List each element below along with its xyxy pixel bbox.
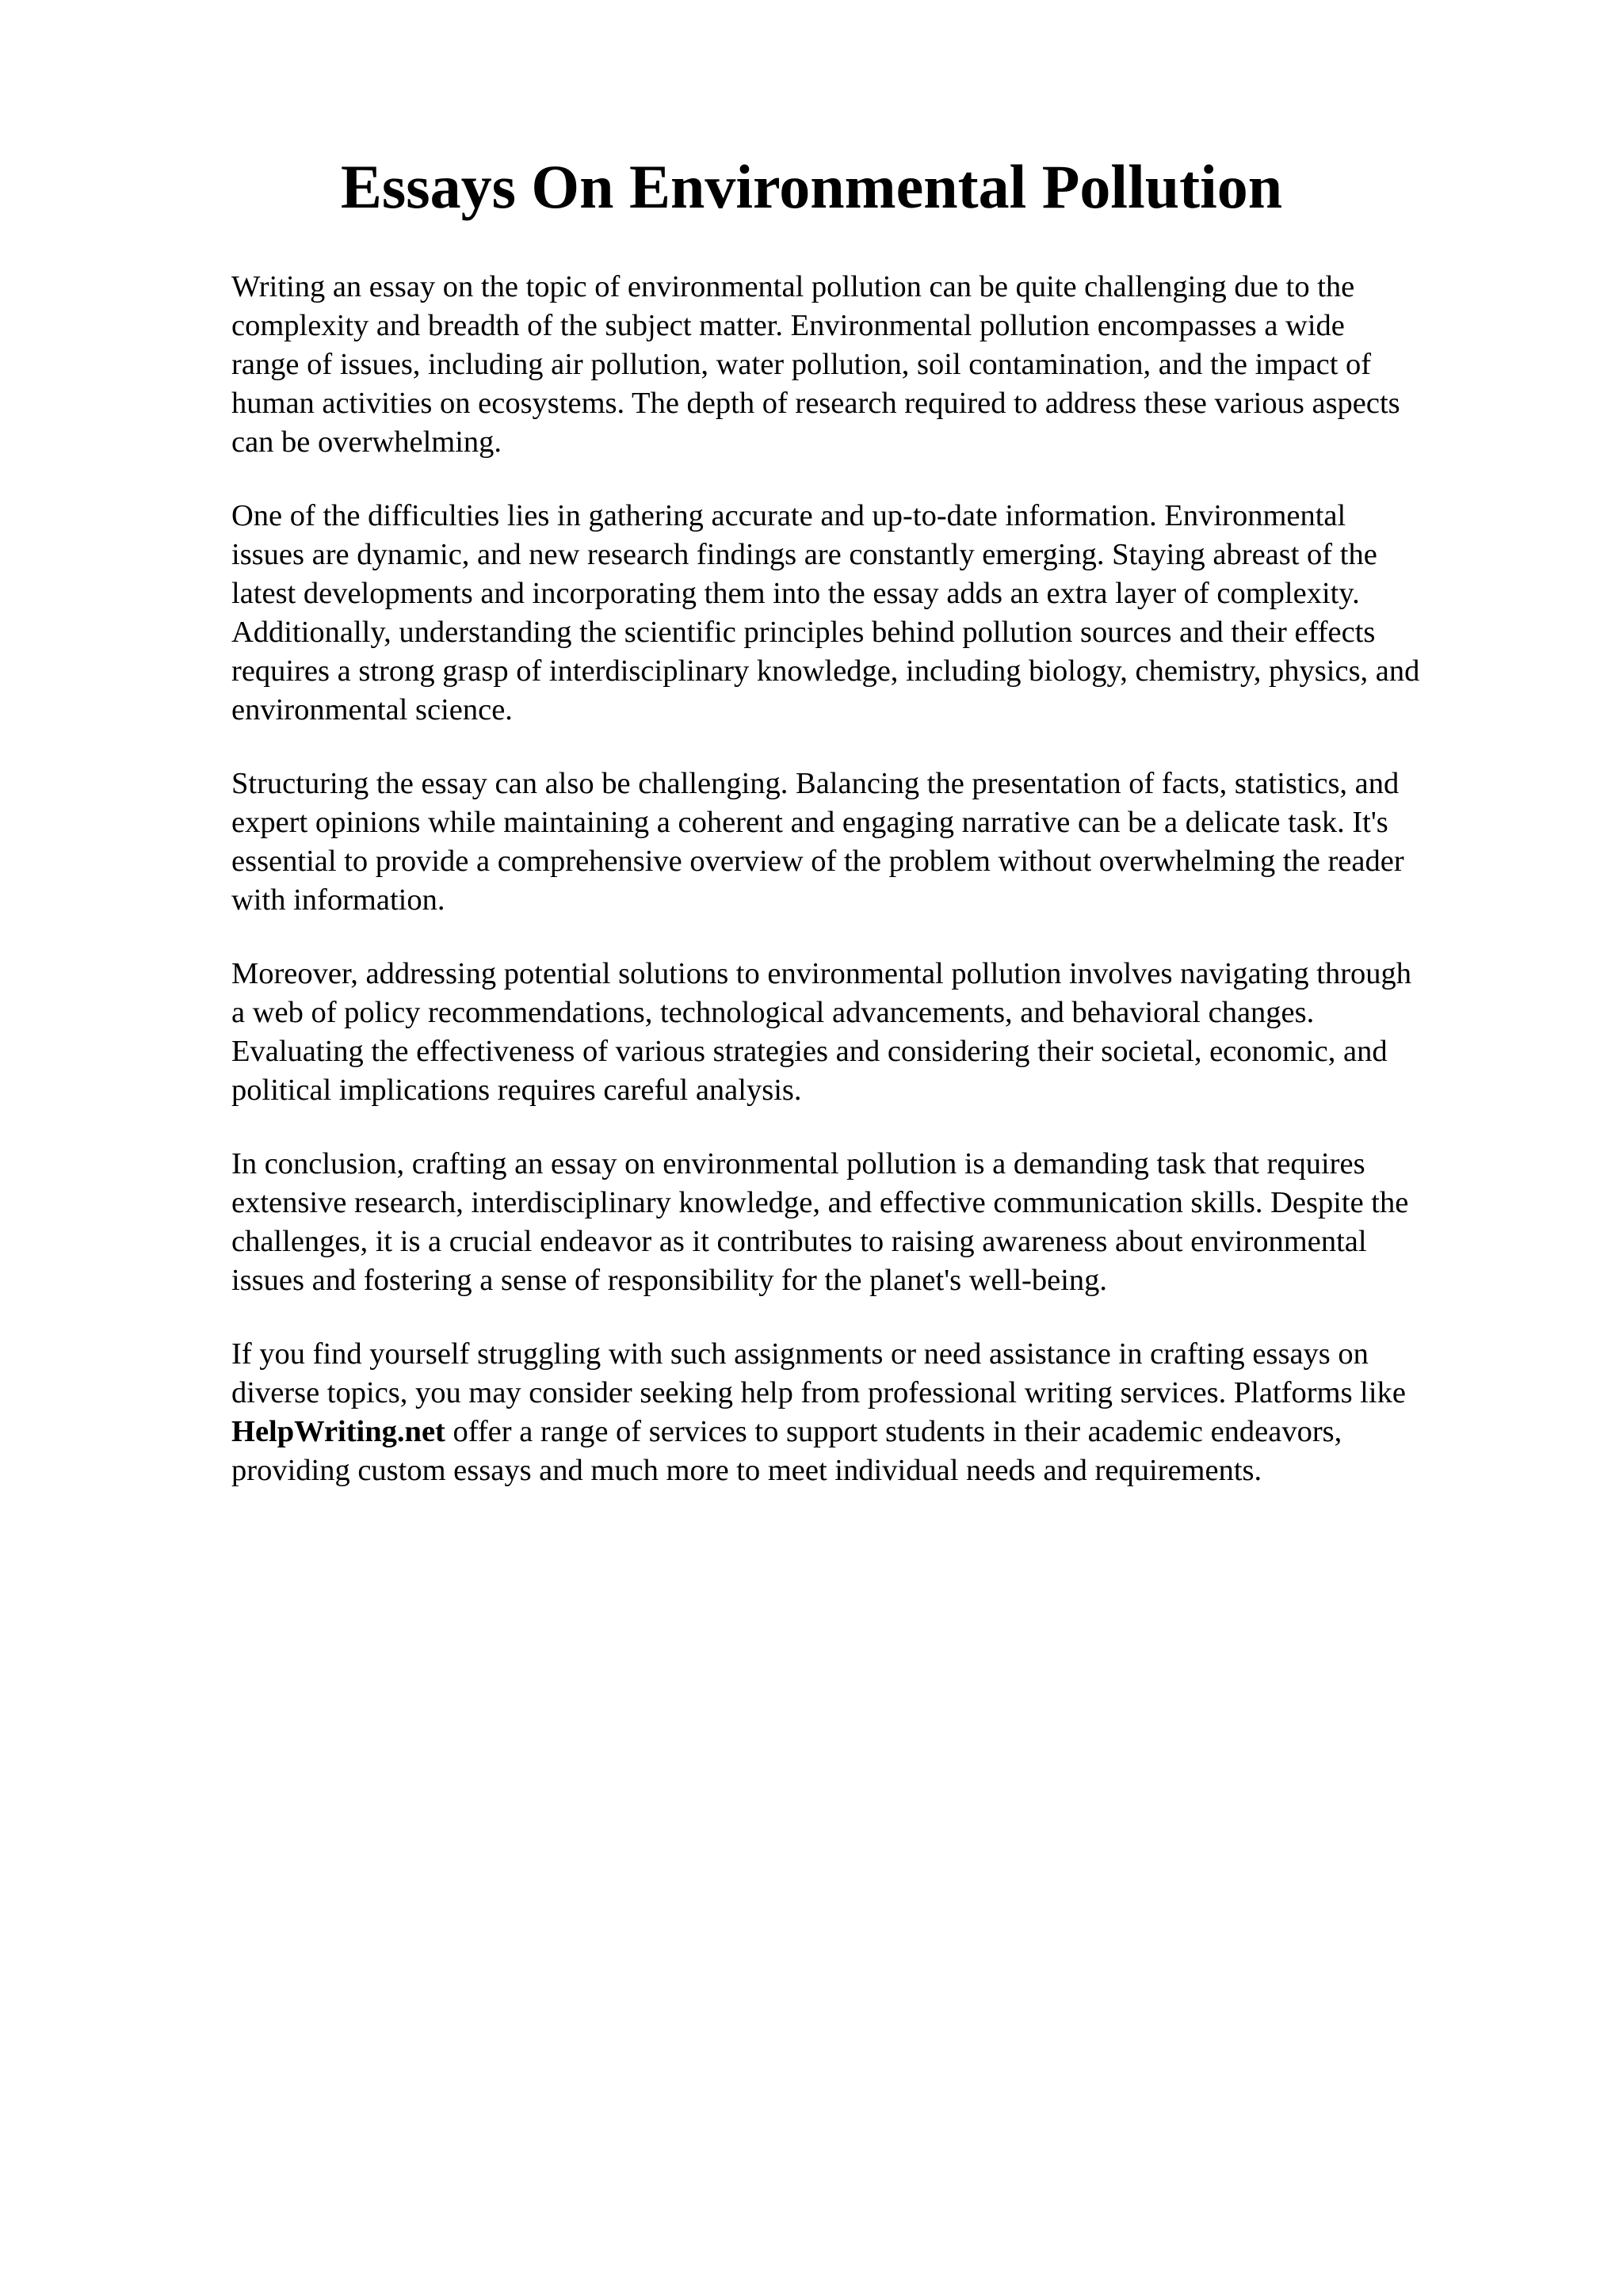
paragraph-line: political implications requires careful analysis. bbox=[231, 1074, 802, 1107]
paragraph-line: If you find yourself struggling with such assignments or need assistance in crafting essays on bbox=[231, 1337, 1369, 1371]
paragraph-5 bbox=[231, 1145, 1515, 1300]
paragraph-line: issues are dynamic, and new research findings are constantly emerging. Staying abreast of the bbox=[231, 538, 1377, 571]
paragraph-line: extensive research, interdisciplinary knowledge, and effective communication skills. Despite the bbox=[231, 1186, 1409, 1219]
paragraph-line: providing custom essays and much more to meet individual needs and requirements. bbox=[231, 1454, 1262, 1487]
paragraph-line: expert opinions while maintaining a coherent and engaging narrative can be a delicate task. It's bbox=[231, 806, 1388, 839]
paragraph-line-rest: offer a range of services to support students in their academic endeavors, bbox=[445, 1415, 1342, 1448]
paragraph-2 bbox=[231, 497, 1515, 730]
paragraph-1 bbox=[231, 268, 1515, 462]
paragraph-line: Moreover, addressing potential solutions to environmental pollution involves navigating through bbox=[231, 957, 1412, 990]
paragraph-line: a web of policy recommendations, technological advancements, and behavioral changes. bbox=[231, 996, 1315, 1029]
paragraph-line: can be overwhelming. bbox=[231, 425, 502, 459]
paragraph-line: Additionally, understanding the scientific principles behind pollution sources and their effects bbox=[231, 616, 1376, 649]
paragraph-6 bbox=[231, 1335, 1515, 1490]
paragraph-line: requires a strong grasp of interdisciplinary knowledge, including biology, chemistry, physics, and bbox=[231, 654, 1420, 688]
paragraph-line-with-brand bbox=[231, 1413, 1515, 1451]
paragraph-line: latest developments and incorporating them into the essay adds an extra layer of complexity. bbox=[231, 577, 1360, 610]
paragraph-line: essential to provide a comprehensive overview of the problem without overwhelming the reader bbox=[231, 845, 1404, 878]
paragraph-4 bbox=[231, 955, 1515, 1110]
essay-body bbox=[231, 268, 1515, 1525]
paragraph-line: Structuring the essay can also be challenging. Balancing the presentation of facts, statistics, and bbox=[231, 767, 1400, 800]
paragraph-line: human activities on ecosystems. The depth of research required to address these various aspects bbox=[231, 387, 1400, 420]
paragraph-line: Evaluating the effectiveness of various strategies and considering their societal, economic, and bbox=[231, 1035, 1388, 1068]
paragraph-line: One of the difficulties lies in gathering accurate and up-to-date information. Environmental bbox=[231, 499, 1346, 532]
paragraph-line: with information. bbox=[231, 883, 445, 917]
paragraph-line: issues and fostering a sense of responsibility for the planet's well-being. bbox=[231, 1264, 1108, 1297]
paragraph-line: range of issues, including air pollution, water pollution, soil contamination, and the impact of bbox=[231, 348, 1372, 381]
brand-name-helpwriting: HelpWriting.net bbox=[231, 1415, 445, 1448]
paragraph-line: complexity and breadth of the subject matter. Environmental pollution encompasses a wide bbox=[231, 309, 1345, 342]
paragraph-line: challenges, it is a crucial endeavor as it contributes to raising awareness about environmental bbox=[231, 1225, 1367, 1258]
paragraph-line: environmental science. bbox=[231, 693, 513, 727]
paragraph-line: diverse topics, you may consider seeking help from professional writing services. Platforms like bbox=[231, 1376, 1406, 1409]
paragraph-line: Writing an essay on the topic of environmental pollution can be quite challenging due to the bbox=[231, 270, 1355, 303]
page-title: Essays On Environmental Pollution bbox=[340, 152, 1283, 221]
paragraph-3 bbox=[231, 765, 1515, 920]
paragraph-line: In conclusion, crafting an essay on environmental pollution is a demanding task that requires bbox=[231, 1147, 1365, 1180]
